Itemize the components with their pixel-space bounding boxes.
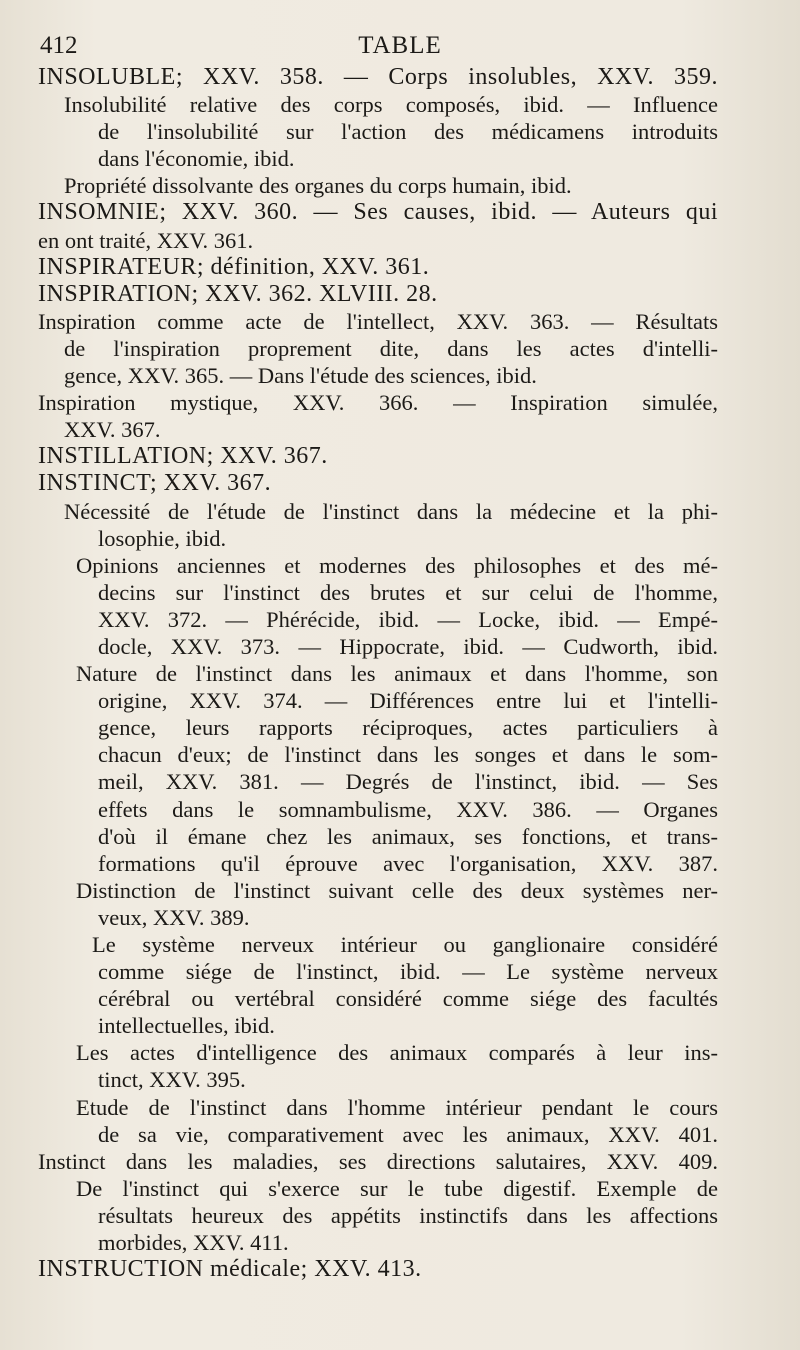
index-line: tinct, XXV. 395. — [98, 1067, 246, 1093]
index-line: losophie, ibid. — [98, 525, 227, 551]
index-line: XXV. 372. — Phérécide, ibid. — Locke, ibid. — Empé- — [98, 606, 718, 632]
index-heading-line: INSTINCT; XXV. 367. — [38, 470, 272, 497]
index-line: Le système nerveux intérieur ou ganglionaire considéré — [92, 932, 718, 957]
index-line: XXV. 367. — [64, 417, 161, 443]
index-line: Etude de l'instinct dans l'homme intérieur pendant le cours — [76, 1094, 718, 1120]
index-line: docle, XXV. 373. — Hippocrate, ibid. — Cudworth, ibid. — [98, 633, 718, 659]
index-line: Propriété dissolvante des organes du corps humain, ibid. — [64, 173, 572, 199]
index-line: formations qu'il éprouve avec l'organisation, XXV. 387. — [98, 850, 718, 876]
index-line: cérébral ou vertébral considéré comme siége des facultés — [98, 986, 718, 1012]
index-line: dans l'économie, ibid. — [98, 146, 295, 172]
index-line: de l'insolubilité sur l'action des médicamens introduits — [98, 119, 718, 145]
index-line: Opinions anciennes et modernes des philosophes et des mé- — [76, 552, 718, 578]
index-heading-line: INSTRUCTION médicale; XXV. 413. — [38, 1256, 422, 1283]
index-heading-line: INSTILLATION; XXV. 367. — [38, 443, 328, 470]
index-heading-line: INSPIRATEUR; définition, XXV. 361. — [38, 253, 430, 280]
index-line: en ont traité, XXV. 361. — [38, 227, 254, 253]
index-line: Instinct dans les maladies, ses directions salutaires, XXV. 409. — [38, 1148, 718, 1174]
index-line: Nature de l'instinct dans les animaux et dans l'homme, son — [76, 661, 718, 687]
running-title: TABLE — [358, 32, 442, 59]
index-line: veux, XXV. 389. — [98, 904, 250, 930]
index-line: gence, leurs rapports réciproques, actes particuliers à — [98, 715, 718, 741]
index-line: intellectuelles, ibid. — [98, 1013, 275, 1039]
index-entries — [38, 64, 718, 1283]
index-line: Nécessité de l'étude de l'instinct dans la médecine et la phi- — [64, 498, 718, 524]
index-line: decins sur l'instinct des brutes et sur celui de l'homme, — [98, 579, 718, 605]
index-line: Distinction de l'instinct suivant celle des deux systèmes ner- — [76, 877, 718, 903]
page-header — [40, 32, 760, 62]
index-line: Les actes d'intelligence des animaux comparés à leur ins- — [76, 1040, 718, 1066]
index-line: de l'inspiration proprement dite, dans les actes d'intelli- — [64, 335, 718, 361]
index-heading-line: INSOLUBLE; XXV. 358. — Corps insolubles, XXV. 359. — [38, 64, 718, 90]
index-heading-line: INSOMNIE; XXV. 360. — Ses causes, ibid. — Auteurs qui — [38, 199, 718, 226]
index-heading-line: INSPIRATION; XXV. 362. XLVIII. 28. — [38, 280, 438, 307]
index-line: Insolubilité relative des corps composés, ibid. — Influence — [64, 92, 718, 118]
index-line: d'où il émane chez les animaux, ses fonctions, et trans- — [98, 823, 718, 849]
index-line: De l'instinct qui s'exerce sur le tube digestif. Exemple de — [76, 1175, 718, 1201]
index-line: origine, XXV. 374. — Différences entre lui et l'intelli- — [98, 688, 718, 714]
index-line: gence, XXV. 365. — Dans l'étude des sciences, ibid. — [64, 363, 537, 389]
index-line: morbides, XXV. 411. — [98, 1230, 289, 1256]
index-line: chacun d'eux; de l'instinct dans les songes et dans le som- — [98, 742, 718, 768]
index-line: de sa vie, comparativement avec les animaux, XXV. 401. — [98, 1121, 718, 1147]
index-line: résultats heureux des appétits instinctifs dans les affections — [98, 1202, 718, 1228]
index-line: comme siége de l'instinct, ibid. — Le système nerveux — [98, 959, 718, 985]
index-line: Inspiration comme acte de l'intellect, XXV. 363. — Résultats — [38, 308, 718, 334]
index-line: Inspiration mystique, XXV. 366. — Inspiration simulée, — [38, 390, 718, 416]
page-number: 412 — [40, 32, 78, 59]
index-line: meil, XXV. 381. — Degrés de l'instinct, ibid. — Ses — [98, 769, 718, 795]
index-line: effets dans le somnambulisme, XXV. 386. — Organes — [98, 796, 718, 822]
